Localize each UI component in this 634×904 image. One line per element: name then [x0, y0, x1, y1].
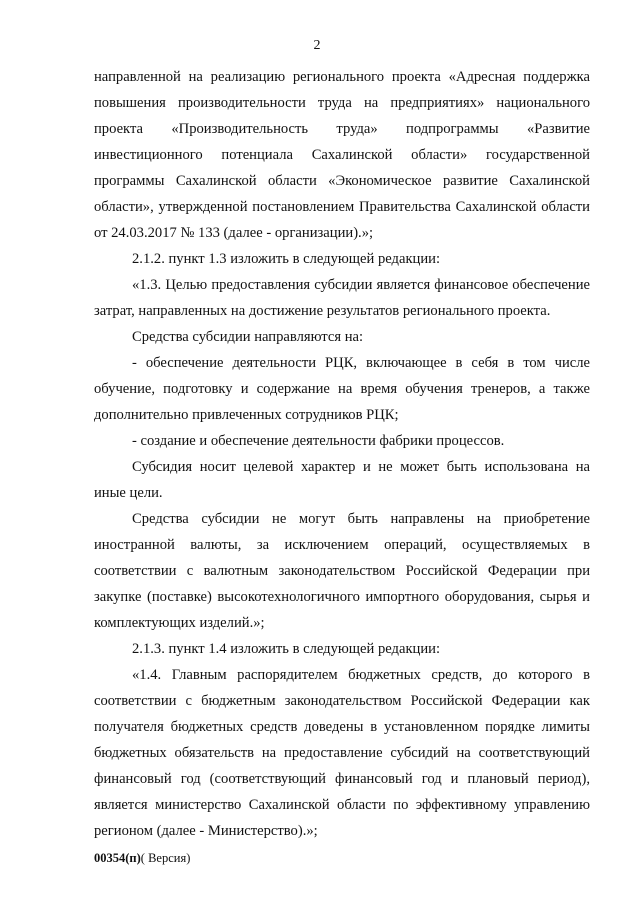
paragraph-item-2-1-3: 2.1.3. пункт 1.4 изложить в следующей редакции:	[132, 641, 441, 657]
paragraph-clause-1-4: «1.4. Главным распорядителем бюджетных средств, до которого в соответствии с бюджетным законодательством Российской Федерации как получателя бюджетных средств доведены в установленном порядке лимиты бюджетных обязательств на предоставление субсидий на соответствующий финансовый год (соответствующий финансовый год и плановый период), является министерство Сахалинской области по эффективному управлению регионом (далее - Министерство).»;	[94, 667, 590, 839]
page-number: 2	[313, 38, 321, 53]
paragraph-item-2-1-2: 2.1.2. пункт 1.3 изложить в следующей редакции:	[132, 251, 441, 267]
paragraph-clause-1-3: «1.3. Целью предоставления субсидии является финансовое обеспечение затрат, направленных на достижение результатов регионального проекта.	[94, 277, 590, 319]
paragraph-bullet-rck: - обеспечение деятельности РЦК, включающее в себя в том числе обучение, подготовку и содержание на время обучения тренеров, а также дополнительно привлеченных сотрудников РЦК;	[94, 355, 590, 423]
paragraph-continuation: направленной на реализацию регионального проекта «Адресная поддержка повышения производительности труда на предприятиях» национального проекта «Производительность труда» подпрограммы «Развитие инвестиционного потенциала Сахалинской области» государственной программы Сахалинской области «Экономическое развитие Сахалинской области», утвержденной постановлением Правительства Сахалинской области от 24.03.2017 № 133 (далее - организации).»;	[94, 69, 590, 241]
paragraph-bullet-factory: - создание и обеспечение деятельности фабрики процессов.	[132, 433, 505, 449]
paragraph-funds-directed: Средства субсидии направляются на:	[132, 329, 364, 345]
document-body	[94, 64, 590, 844]
document-footer	[94, 851, 190, 865]
paragraph-currency-restriction: Средства субсидии не могут быть направлены на приобретение иностранной валюты, за исключением операций, осуществляемых в соответствии с валютным законодательством Российской Федерации при закупке (поставке) высокотехнологичного импортного оборудования, сырья и комплектующих изделий.»;	[94, 511, 590, 631]
document-version: ( Версия)	[140, 851, 191, 865]
document-code: 00354(п)	[94, 851, 141, 865]
paragraph-targeted-subsidy: Субсидия носит целевой характер и не может быть использована на иные цели.	[94, 459, 590, 501]
